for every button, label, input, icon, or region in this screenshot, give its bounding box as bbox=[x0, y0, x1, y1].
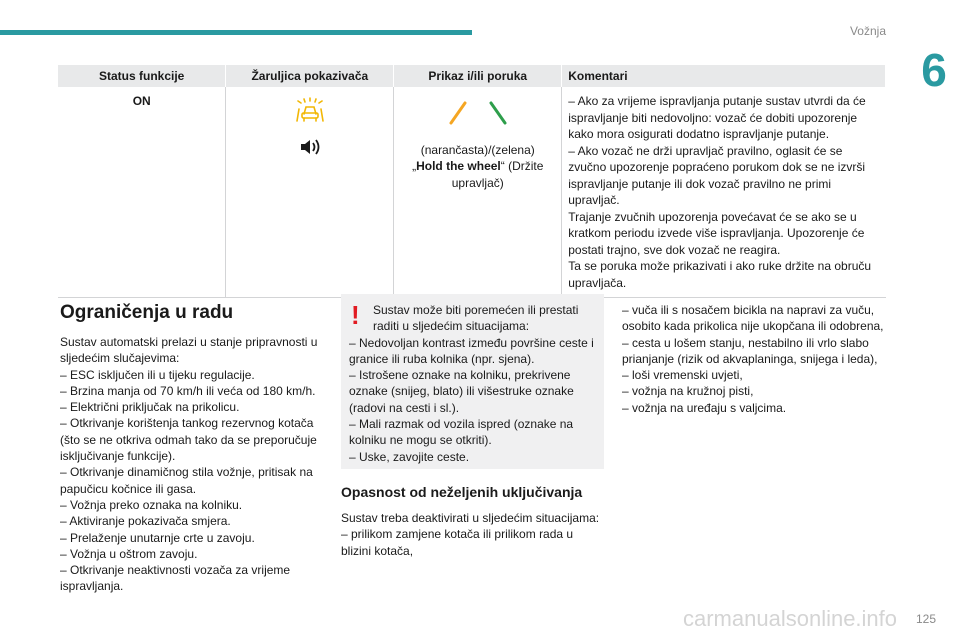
function-status-table bbox=[58, 65, 886, 298]
section-title: Vožnja bbox=[849, 24, 886, 38]
warning-intro: Sustav može biti poremećen ili prestati raditi u sljedećim situacijama: bbox=[373, 303, 579, 334]
list-item: – Nedovoljan kontrast između površine ceste i granice ili ruba kolnika (npr. sjena). bbox=[349, 335, 594, 366]
orange-lane-line-icon bbox=[448, 101, 468, 130]
page-number: 125 bbox=[915, 612, 936, 626]
exclamation-warning-icon: ! bbox=[351, 300, 360, 330]
limitations-intro: Sustav automatski prelazi u stanje pripravnosti u sljedećim slučajevima: bbox=[60, 335, 318, 366]
warning-list bbox=[349, 335, 596, 465]
status-cell bbox=[58, 87, 226, 298]
list-item: – vuča ili s nosačem bicikla na napravi za vuču, osobito kada prikolica nije ukopčana ili odobrena, bbox=[622, 303, 884, 334]
comments-cell bbox=[562, 87, 886, 298]
comment-line: – Ako za vrijeme ispravljanja putanje sustav utvrdi da će ispravljanje biti nedovoljno: vozač će dobiti upozorenje kako mora osigurati dodatno ispravljanje putanje. bbox=[568, 94, 866, 141]
status-value: ON bbox=[132, 94, 151, 108]
list-item: – Istrošene oznake na kolniku, prekrivene oznake (snijeg, blato) ili višestruke oznake (radovi na cesti i sl.). bbox=[349, 368, 574, 415]
display-message: „Hold the wheel“ (Držite upravljač) bbox=[412, 159, 544, 190]
display-cell bbox=[394, 87, 562, 298]
table-row bbox=[58, 87, 886, 298]
false-alerts-list bbox=[341, 526, 604, 559]
table-header-comments: Komentari bbox=[562, 65, 886, 87]
warning-box bbox=[341, 294, 604, 469]
limitations-section bbox=[60, 302, 322, 595]
list-item: – ESC isključen ili u tijeku regulacije. bbox=[60, 367, 255, 382]
list-item: – cesta u lošem stanju, nestabilno ili vrlo slabo prianjanje (rizik od akvaplaninga, snijega i leda), bbox=[622, 335, 878, 366]
list-item: – vožnja na kružnoj pisti, bbox=[622, 384, 754, 399]
list-item: – Vožnja u oštrom zavoju. bbox=[60, 546, 198, 561]
table-header-row bbox=[58, 65, 886, 87]
list-item: – Električni priključak na prikolicu. bbox=[60, 400, 240, 415]
list-item: – Otkrivanje korištenja tankog rezervnog kotača (što se ne otkriva odmah tako da se preporučuje isključivanje funkcije). bbox=[60, 416, 317, 464]
green-lane-line-icon bbox=[488, 101, 508, 130]
list-item: – Brzina manja od 70 km/h ili veća od 180 km/h. bbox=[60, 383, 316, 398]
comment-line: Ta se poruka može prikazivati i ako ruke držite na obruču upravljača. bbox=[568, 259, 872, 290]
list-item: – Aktiviranje pokazivača smjera. bbox=[60, 514, 231, 529]
speaker-sound-icon bbox=[299, 138, 321, 161]
indicator-cell bbox=[226, 87, 394, 298]
comment-line: Trajanje zvučnih upozorenja povećavat će se ako se u kratkom periodu izvede više ispravljanja. Upozorenje će postati trajno, sve dok vozač ne reagira. bbox=[568, 209, 865, 257]
table-header-status: Status funkcije bbox=[58, 65, 226, 87]
limitations-title: Ograničenja u radu bbox=[60, 302, 234, 323]
chapter-number: 6 bbox=[921, 44, 947, 96]
limitations-list bbox=[60, 367, 322, 595]
false-alerts-title: Opasnost od neželjenih uključivanja bbox=[341, 484, 583, 500]
chapter-tab bbox=[908, 40, 960, 100]
lane-assist-warning-icon bbox=[295, 97, 325, 128]
watermark: carmanualsonline.info bbox=[683, 606, 898, 631]
display-colors: (narančasta)/(zelena) bbox=[420, 142, 535, 157]
list-item: – vožnja na uređaju s valjcima. bbox=[622, 400, 787, 415]
list-item: – Otkrivanje dinamičnog stila vožnje, pritisak na papučicu kočnice ili gasa. bbox=[60, 465, 313, 496]
list-item: – prilikom zamjene kotača ili prilikom rada u blizini kotača, bbox=[341, 527, 574, 558]
list-item: – Mali razmak od vozila ispred (oznake na kolniku ne mogu se otkriti). bbox=[349, 417, 574, 448]
list-item: – Vožnja preko oznaka na kolniku. bbox=[60, 497, 243, 512]
table-header-indicator: Žaruljica pokazivača bbox=[226, 65, 394, 87]
false-alerts-intro: Sustav treba deaktivirati u sljedećim situacijama: bbox=[341, 511, 600, 525]
list-item: – Uske, zavojite ceste. bbox=[349, 449, 470, 464]
list-item: – loši vremenski uvjeti, bbox=[622, 368, 743, 383]
false-alerts-section bbox=[341, 484, 604, 559]
chapter-color-bar bbox=[0, 30, 472, 35]
table-header-display: Prikaz i/ili poruka bbox=[394, 65, 562, 87]
right-column-list bbox=[622, 302, 884, 416]
list-item: – Prelaženje unutarnje crte u zavoju. bbox=[60, 530, 255, 545]
list-item: – Otkrivanje neaktivnosti vozača za vrijeme ispravljanja. bbox=[60, 563, 291, 594]
comment-line: – Ako vozač ne drži upravljač pravilno, oglasit će se zvučno upozorenje popraćeno porukom dok se ne izvrši ispravljanje putanje ili dok vozač pravilno ne primi upravljač. bbox=[568, 143, 866, 207]
